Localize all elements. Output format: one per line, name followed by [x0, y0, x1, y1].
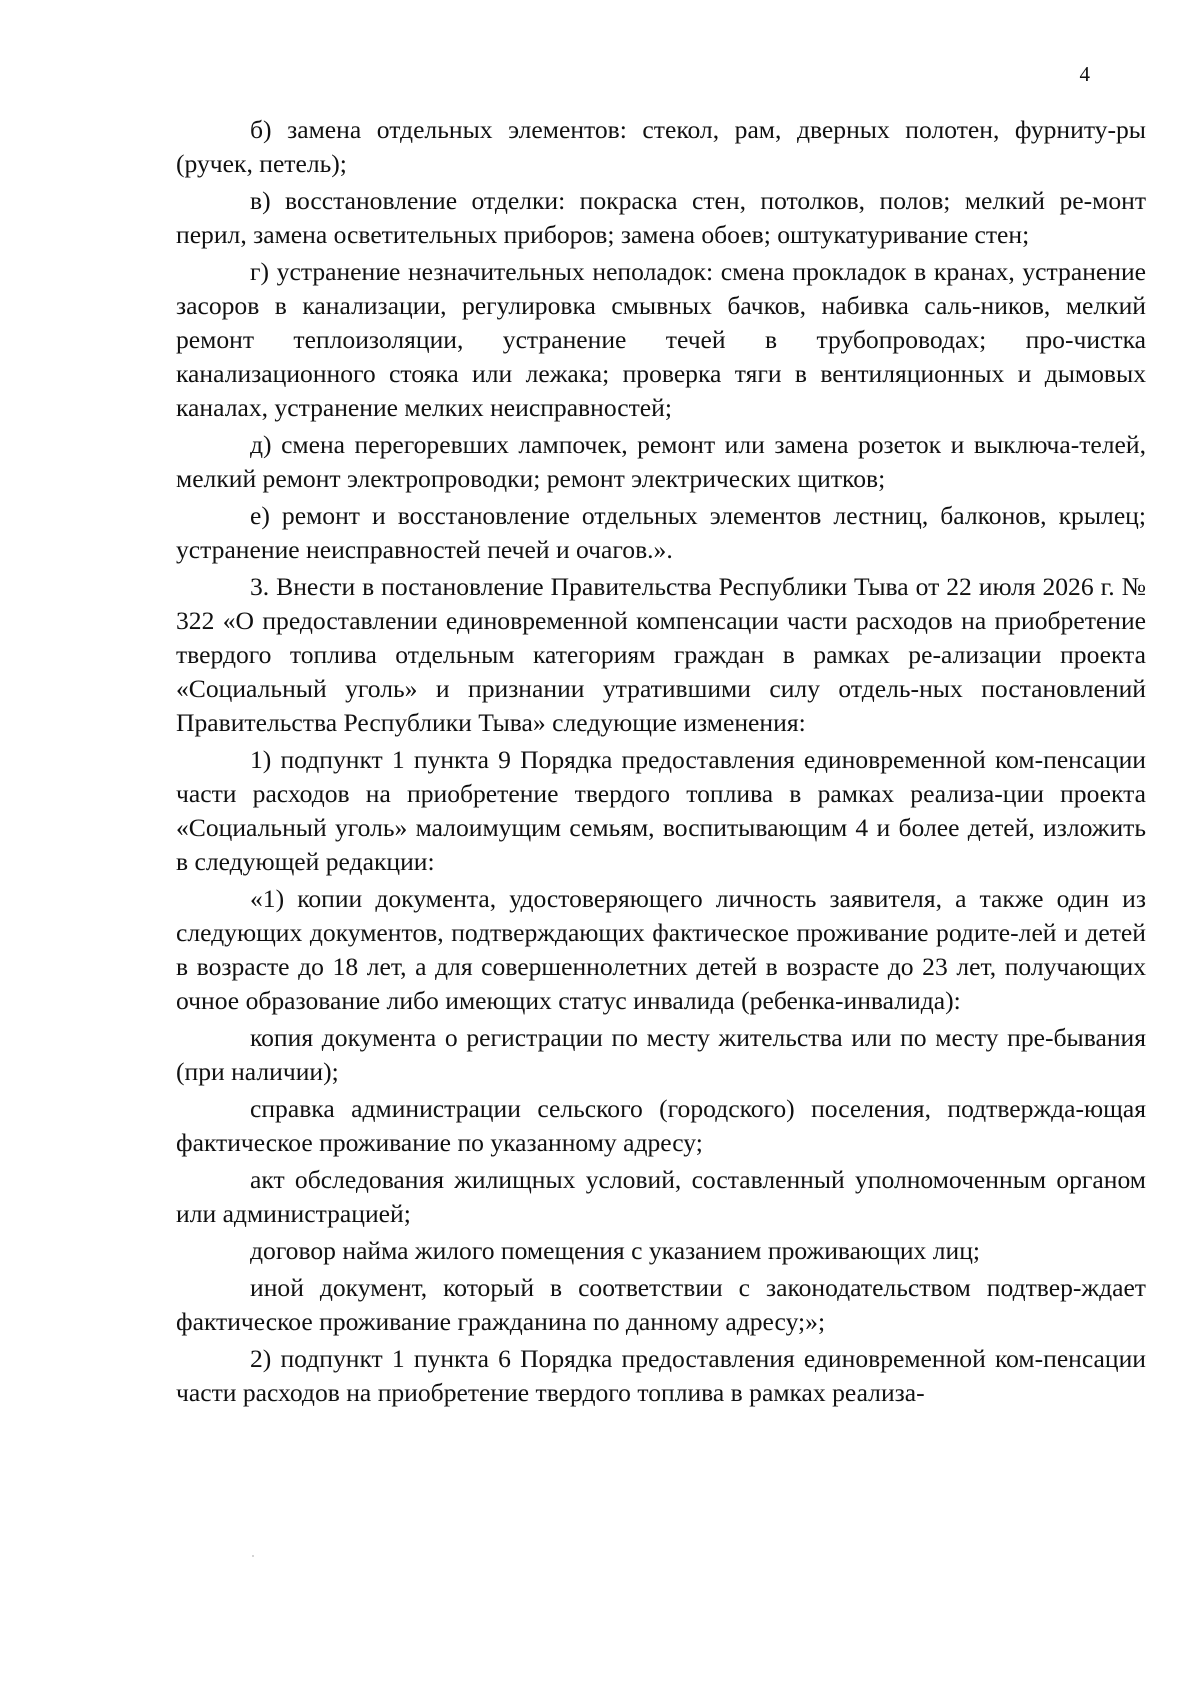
paragraph-administration-certificate: справка администрации сельского (городского) поселения, подтвержда-ющая фактическое проживание по указанному адресу; [176, 1094, 1146, 1157]
paragraph-g: г) устранение незначительных неполадок: смена прокладок в кранах, устранение засоров в канализации, регулировка смывных бачков, набивка саль-ников, мелкий ремонт теплоизоляции, устранение течей в трубопроводах; про-чистка канализационного стояка или лежака; проверка тяги в вентиляционных и дымовых каналах, устранение мелких неисправностей; [176, 257, 1146, 422]
paragraph-subitem-2: 2) подпункт 1 пункта 6 Порядка предоставления единовременной ком-пенсации части расходов на приобретение твердого топлива в рамках реализа- [176, 1344, 1146, 1407]
paragraph-quoted-subitem-1: «1) копии документа, удостоверяющего личность заявителя, а также один из следующих документов, подтверждающих фактическое проживание родите-лей и детей в возрасте до 18 лет, а для совершеннолетних детей в возрасте до 23 лет, получающих очное образование либо имеющих статус инвалида (ребенка-инвалида): [176, 884, 1146, 1015]
paragraph-inspection-act: акт обследования жилищных условий, составленный уполномоченным органом или администрацией; [176, 1165, 1146, 1228]
paragraph-v: в) восстановление отделки: покраска стен, потолков, полов; мелкий ре-монт перил, замена осветительных приборов; замена обоев; оштукатуривание стен; [176, 186, 1146, 249]
document-body [176, 113, 1146, 1410]
paragraph-b: б) замена отдельных элементов: стекол, рам, дверных полотен, фурниту-ры (ручек, петель); [176, 115, 1146, 178]
paragraph-subitem-1: 1) подпункт 1 пункта 9 Порядка предоставления единовременной ком-пенсации части расходов на приобретение твердого топлива в рамках реализа-ции проекта «Социальный уголь» малоимущим семьям, воспитывающим 4 и более детей, изложить в следующей редакции: [176, 745, 1146, 876]
paragraph-e: е) ремонт и восстановление отдельных элементов лестниц, балконов, крылец; устранение неисправностей печей и очагов.». [176, 501, 1146, 564]
scan-speck [252, 1555, 254, 1557]
paragraph-rental-agreement: договор найма жилого помещения с указанием проживающих лиц; [250, 1236, 981, 1265]
page-number: 4 [1079, 62, 1090, 86]
paragraph-d: д) смена перегоревших лампочек, ремонт или замена розеток и выключа-телей, мелкий ремонт электропроводки; ремонт электрических щитков; [176, 430, 1146, 493]
paragraph-registration-copy: копия документа о регистрации по месту жительства или по месту пре-бывания (при наличии); [176, 1023, 1146, 1086]
paragraph-other-document: иной документ, который в соответствии с законодательством подтвер-ждает фактическое проживание гражданина по данному адресу;»; [176, 1273, 1146, 1336]
paragraph-item-3: 3. Внести в постановление Правительства Республики Тыва от 22 июля 2026 г. № 322 «О предоставлении единовременной компенсации части расходов на приобретение твердого топлива отдельным категориям граждан в рамках ре-ализации проекта «Социальный уголь» и признании утратившими силу отдель-ных постановлений Правительства Республики Тыва» следующие изменения: [176, 572, 1146, 737]
